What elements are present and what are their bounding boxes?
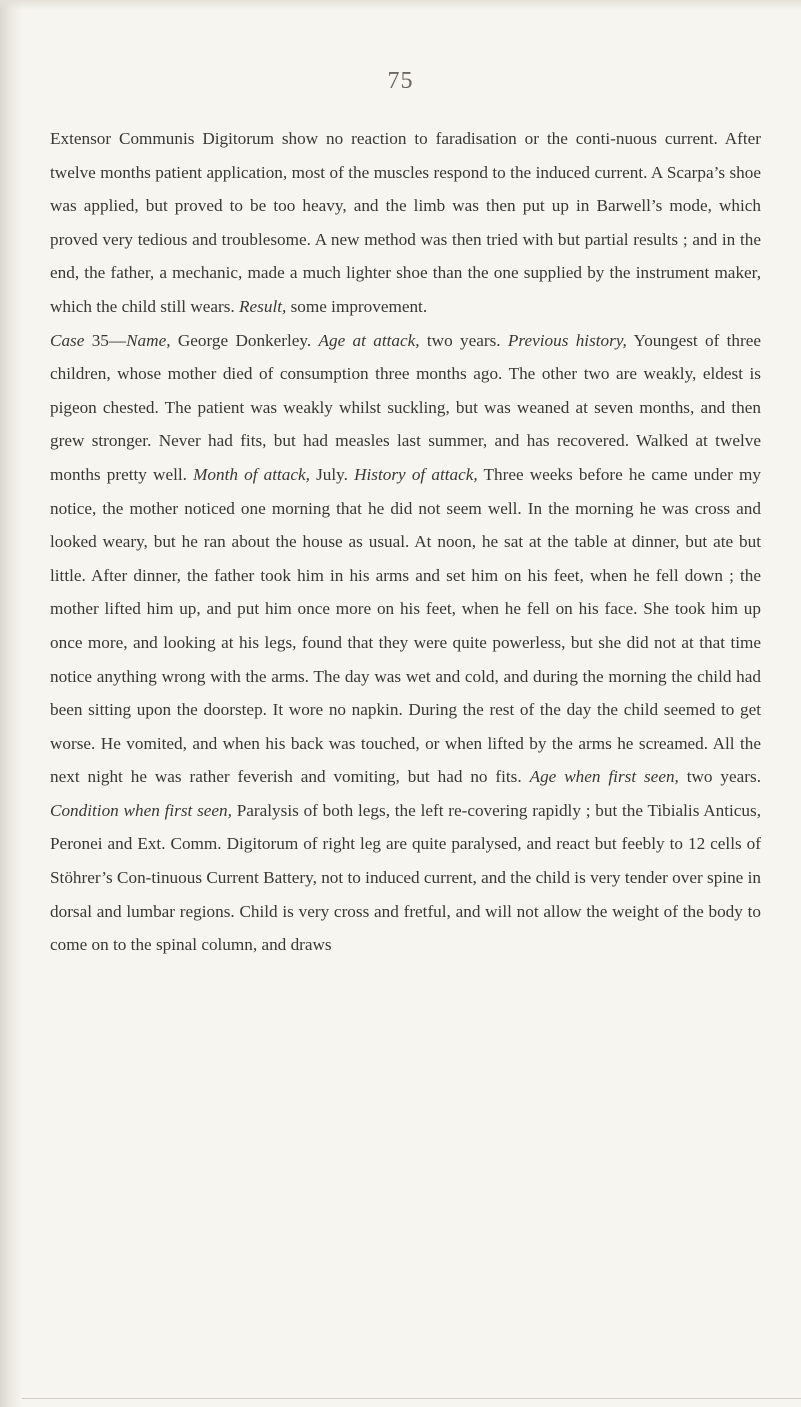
- text-segment: two years.: [678, 767, 761, 787]
- text-segment: some improvement.: [286, 296, 428, 316]
- text-segment: two years.: [419, 330, 508, 350]
- text-segment: George Donkerley.: [170, 330, 319, 350]
- page-bottom-edge: [22, 1398, 801, 1399]
- text-segment: July.: [309, 464, 355, 484]
- text-segment-italic: Result,: [239, 296, 287, 316]
- text-segment: Youngest of three children, whose mother died of consumption three months ago. The other two are weakly, eldest is pigeon chested. The patient was weakly whilst suckling, but was weaned at seven months, and then grew stronger. Never had fits, but had measles last summer, and has recovered. Walked at twelve months pretty well.: [50, 330, 762, 484]
- text-segment-italic: Month of attack,: [193, 464, 310, 484]
- text-segment-italic: Previous history,: [507, 330, 627, 350]
- text-segment-italic: Condition when first seen,: [50, 800, 232, 820]
- page-gutter-shadow: [0, 0, 22, 1407]
- text-segment-italic: Age when first seen,: [529, 767, 679, 787]
- text-segment-italic: Age at attack,: [318, 330, 420, 350]
- text-segment-italic: Case: [50, 330, 85, 350]
- text-segment: Three weeks before he came under my notice, the mother noticed one morning that he did not seem well. In the morning he was cross and looked weary, but he ran about the house as usual. At noon, he sat at the table at dinner, but ate but little. After dinner, the father took him in his arms and set him on his feet, when he fell down ; the mother lifted him up, and put him once more on his feet, when he fell on his face. She took him up once more, and looking at his legs, found that they were quite powerless, but she did not at that time notice anything wrong with the arms. The day was wet and cold, and during the morning the child had been sitting upon the doorstep. It wore no napkin. During the rest of the day the child seemed to get worse. He vomited, and when his back was touched, or when lifted by the arms he screamed. All the next night he was rather feverish and vomiting, but had no fits.: [50, 464, 761, 787]
- text-segment-italic: History of attack,: [354, 464, 478, 484]
- text-segment: Paralysis of both legs, the left re-covering rapidly ; but the Tibialis Anticus, Peronei and Ext. Comm. Digitorum of right leg are quite paralysed, and react but feebly to 12 cells of Stöhrer’s Con-tinuous Current Battery, not to induced current, and the child is very tender over spine in dorsal and lumbar regions. Child is very cross and fretful, and will not allow the weight of the body to come on to the spinal column, and draws: [50, 800, 762, 955]
- body-text: [50, 122, 761, 962]
- page-number: 75: [387, 68, 414, 94]
- paragraph-1: [50, 122, 761, 324]
- text-segment-italic: Name,: [126, 330, 171, 350]
- text-segment: Extensor Communis Digitorum show no reaction to faradisation or the conti-nuous current. After twelve months patient application, most of the muscles respond to the induced current. A Scarpa’s shoe was applied, but proved to be too heavy, and the limb was then put up in Barwell’s mode, which proved very tedious and troublesome. A new method was then tried with but partial results ; and in the end, the father, a mechanic, made a much lighter shoe than the one supplied by the instrument maker, which the child still wears.: [50, 129, 761, 316]
- paragraph-2-case-35: [50, 324, 761, 962]
- text-segment: 35—: [84, 330, 127, 350]
- page-top-edge: [0, 0, 801, 10]
